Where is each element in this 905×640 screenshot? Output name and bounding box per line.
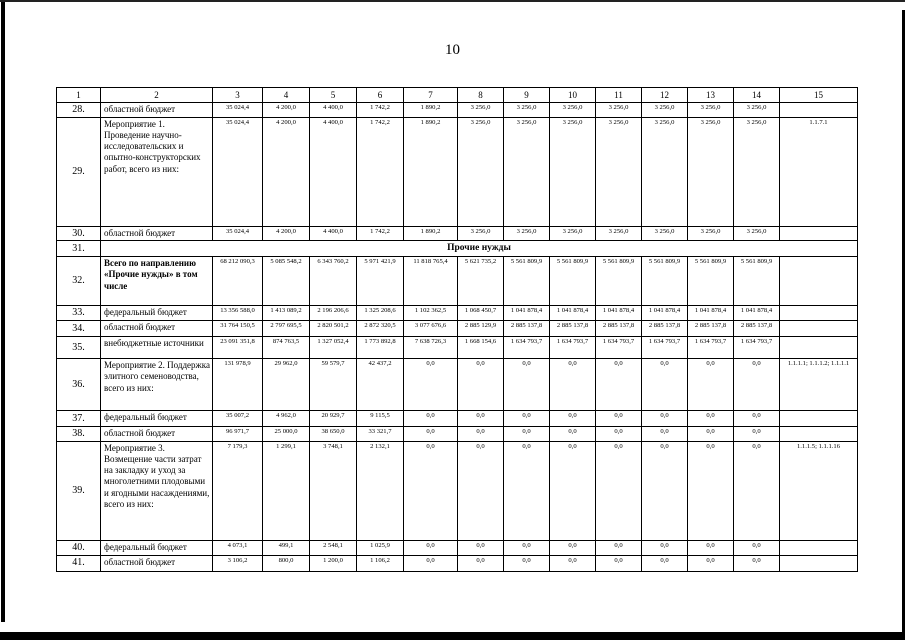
column-header: 9 — [504, 88, 550, 103]
value-cell: 3 256,0 — [642, 117, 688, 226]
value-cell: 0,0 — [404, 427, 458, 442]
value-cell: 2 885 137,8 — [734, 321, 780, 337]
value-cell: 0,0 — [596, 411, 642, 427]
table-row — [57, 306, 858, 321]
value-cell: 3 256,0 — [734, 226, 780, 241]
row-number: 39. — [57, 441, 101, 540]
value-cell: 3 748,1 — [310, 441, 357, 540]
value-cell: 2 885 137,8 — [688, 321, 734, 337]
value-cell: 1 325 208,6 — [357, 306, 404, 321]
value-cell: 3 256,0 — [458, 117, 504, 226]
value-cell: 1 041 878,4 — [642, 306, 688, 321]
value-cell: 0,0 — [688, 359, 734, 411]
value-cell: 3 256,0 — [550, 103, 596, 118]
value-cell: 1 634 793,7 — [504, 337, 550, 359]
value-cell: 0,0 — [504, 555, 550, 571]
table-row — [57, 321, 858, 337]
row-label: федеральный бюджет — [101, 411, 213, 427]
value-cell: 4 400,0 — [310, 117, 357, 226]
value-cell: 3 256,0 — [688, 117, 734, 226]
value-cell: 5 561 809,9 — [596, 257, 642, 306]
value-cell: 1 634 793,7 — [642, 337, 688, 359]
value-cell: 1 106,2 — [357, 555, 404, 571]
value-cell: 2 196 206,6 — [310, 306, 357, 321]
value-cell: 0,0 — [504, 427, 550, 442]
value-cell: 5 561 809,9 — [734, 257, 780, 306]
value-cell: 3 256,0 — [596, 226, 642, 241]
value-cell: 6 343 760,2 — [310, 257, 357, 306]
budget-table — [56, 87, 858, 572]
value-cell: 2 548,1 — [310, 540, 357, 555]
row-number: 36. — [57, 359, 101, 411]
value-cell: 1 634 793,7 — [550, 337, 596, 359]
value-cell: 0,0 — [734, 555, 780, 571]
scan-edge-top — [0, 0, 905, 2]
column-header: 2 — [101, 88, 213, 103]
value-cell: 1 773 892,8 — [357, 337, 404, 359]
value-cell: 4 400,0 — [310, 226, 357, 241]
value-cell: 5 561 809,9 — [550, 257, 596, 306]
row-label: Всего по направлению «Прочие нужды» в том числе — [101, 257, 213, 306]
value-cell: 5 621 735,2 — [458, 257, 504, 306]
value-cell: 5 085 548,2 — [263, 257, 310, 306]
value-cell: 0,0 — [504, 359, 550, 411]
value-cell: 0,0 — [458, 411, 504, 427]
value-cell: 1 413 089,2 — [263, 306, 310, 321]
value-cell: 33 321,7 — [357, 427, 404, 442]
row-number: 29. — [57, 117, 101, 226]
row-number: 31. — [57, 241, 101, 257]
value-cell: 35 007,2 — [213, 411, 263, 427]
value-cell: 3 256,0 — [688, 226, 734, 241]
value-cell: 0,0 — [642, 359, 688, 411]
row-label: областной бюджет — [101, 427, 213, 442]
value-cell: 1 742,2 — [357, 226, 404, 241]
value-cell: 131 978,9 — [213, 359, 263, 411]
indicator-code: 1.1.1.5; 1.1.1.16 — [780, 441, 858, 540]
row-number: 33. — [57, 306, 101, 321]
value-cell: 1 299,1 — [263, 441, 310, 540]
value-cell: 1 634 793,7 — [596, 337, 642, 359]
value-cell: 0,0 — [642, 555, 688, 571]
row-label: федеральный бюджет — [101, 540, 213, 555]
value-cell: 0,0 — [596, 427, 642, 442]
value-cell: 4 073,1 — [213, 540, 263, 555]
indicator-code — [780, 306, 858, 321]
value-cell: 0,0 — [404, 411, 458, 427]
indicator-code — [780, 427, 858, 442]
row-label: Мероприятие 2. Поддержка элитного семеноводства, всего из них: — [101, 359, 213, 411]
column-header: 10 — [550, 88, 596, 103]
value-cell: 4 200,0 — [263, 117, 310, 226]
value-cell: 0,0 — [642, 540, 688, 555]
value-cell: 0,0 — [550, 540, 596, 555]
value-cell: 68 212 090,3 — [213, 257, 263, 306]
table-row — [57, 226, 858, 241]
value-cell: 31 764 150,5 — [213, 321, 263, 337]
value-cell: 0,0 — [458, 441, 504, 540]
column-header: 14 — [734, 88, 780, 103]
column-header: 8 — [458, 88, 504, 103]
row-number: 34. — [57, 321, 101, 337]
table-row — [57, 441, 858, 540]
value-cell: 96 971,7 — [213, 427, 263, 442]
value-cell: 1 890,2 — [404, 103, 458, 118]
value-cell: 0,0 — [504, 411, 550, 427]
value-cell: 0,0 — [642, 411, 688, 427]
column-header: 3 — [213, 88, 263, 103]
table-row — [57, 103, 858, 118]
value-cell: 3 256,0 — [596, 117, 642, 226]
indicator-code — [780, 411, 858, 427]
value-cell: 20 929,7 — [310, 411, 357, 427]
value-cell: 42 437,2 — [357, 359, 404, 411]
row-label: областной бюджет — [101, 555, 213, 571]
value-cell: 0,0 — [642, 427, 688, 442]
table-row — [57, 117, 858, 226]
value-cell: 2 885 137,8 — [642, 321, 688, 337]
row-label: областной бюджет — [101, 226, 213, 241]
value-cell: 3 256,0 — [458, 103, 504, 118]
value-cell: 3 077 676,6 — [404, 321, 458, 337]
value-cell: 23 091 351,8 — [213, 337, 263, 359]
value-cell: 3 256,0 — [596, 103, 642, 118]
value-cell: 4 400,0 — [310, 103, 357, 118]
value-cell: 2 797 695,5 — [263, 321, 310, 337]
value-cell: 7 179,3 — [213, 441, 263, 540]
row-number: 32. — [57, 257, 101, 306]
indicator-code — [780, 103, 858, 118]
row-label: федеральный бюджет — [101, 306, 213, 321]
value-cell: 25 000,0 — [263, 427, 310, 442]
table-row — [57, 555, 858, 571]
value-cell: 38 650,0 — [310, 427, 357, 442]
value-cell: 59 579,7 — [310, 359, 357, 411]
row-label: Мероприятие 3. Возмещение части затрат на закладку и уход за многолетними плодовыми и ягодными насаждениями, всего из них: — [101, 441, 213, 540]
value-cell: 0,0 — [734, 359, 780, 411]
value-cell: 1 025,9 — [357, 540, 404, 555]
value-cell: 0,0 — [504, 441, 550, 540]
section-title: Прочие нужды — [101, 241, 858, 257]
value-cell: 0,0 — [550, 555, 596, 571]
value-cell: 0,0 — [596, 359, 642, 411]
column-header: 6 — [357, 88, 404, 103]
value-cell: 0,0 — [688, 540, 734, 555]
scan-edge-bottom — [0, 632, 905, 640]
value-cell: 0,0 — [550, 411, 596, 427]
value-cell: 0,0 — [404, 540, 458, 555]
table-row — [57, 241, 858, 257]
value-cell: 0,0 — [504, 540, 550, 555]
value-cell: 499,1 — [263, 540, 310, 555]
value-cell: 3 106,2 — [213, 555, 263, 571]
page-number: 10 — [445, 42, 460, 58]
table-row — [57, 359, 858, 411]
value-cell: 2 132,1 — [357, 441, 404, 540]
row-label: Мероприятие 1. Проведение научно-исследовательских и опытно-конструкторских работ, всего из них: — [101, 117, 213, 226]
value-cell: 0,0 — [734, 411, 780, 427]
value-cell: 3 256,0 — [642, 103, 688, 118]
row-number: 37. — [57, 411, 101, 427]
row-label: областной бюджет — [101, 103, 213, 118]
value-cell: 0,0 — [734, 441, 780, 540]
value-cell: 0,0 — [688, 441, 734, 540]
value-cell: 1 327 052,4 — [310, 337, 357, 359]
value-cell: 35 024,4 — [213, 103, 263, 118]
value-cell: 2 885 137,8 — [596, 321, 642, 337]
value-cell: 0,0 — [404, 359, 458, 411]
scan-edge-left — [1, 2, 5, 622]
table-row — [57, 257, 858, 306]
value-cell: 0,0 — [734, 427, 780, 442]
value-cell: 0,0 — [550, 359, 596, 411]
value-cell: 4 200,0 — [263, 226, 310, 241]
value-cell: 5 971 421,9 — [357, 257, 404, 306]
value-cell: 9 115,5 — [357, 411, 404, 427]
value-cell: 3 256,0 — [734, 117, 780, 226]
value-cell: 7 638 726,3 — [404, 337, 458, 359]
value-cell: 3 256,0 — [504, 226, 550, 241]
column-header: 12 — [642, 88, 688, 103]
value-cell: 5 561 809,9 — [504, 257, 550, 306]
value-cell: 800,0 — [263, 555, 310, 571]
value-cell: 0,0 — [688, 555, 734, 571]
value-cell: 2 885 129,9 — [458, 321, 504, 337]
value-cell: 1 634 793,7 — [734, 337, 780, 359]
indicator-code: 1.1.7.1 — [780, 117, 858, 226]
column-header: 4 — [263, 88, 310, 103]
value-cell: 0,0 — [458, 359, 504, 411]
column-header: 1 — [57, 88, 101, 103]
value-cell: 2 820 501,2 — [310, 321, 357, 337]
column-header: 13 — [688, 88, 734, 103]
value-cell: 1 041 878,4 — [504, 306, 550, 321]
indicator-code: 1.1.1.1; 1.1.1.2; 1.1.1.1 — [780, 359, 858, 411]
value-cell: 3 256,0 — [504, 103, 550, 118]
table-row — [57, 540, 858, 555]
row-number: 35. — [57, 337, 101, 359]
value-cell: 0,0 — [550, 441, 596, 540]
value-cell: 0,0 — [642, 441, 688, 540]
value-cell: 874 763,5 — [263, 337, 310, 359]
value-cell: 0,0 — [550, 427, 596, 442]
column-header: 7 — [404, 88, 458, 103]
value-cell: 0,0 — [734, 540, 780, 555]
row-number: 40. — [57, 540, 101, 555]
value-cell: 1 041 878,4 — [688, 306, 734, 321]
table-row — [57, 337, 858, 359]
value-cell: 0,0 — [458, 427, 504, 442]
indicator-code — [780, 540, 858, 555]
value-cell: 3 256,0 — [550, 117, 596, 226]
row-number: 38. — [57, 427, 101, 442]
indicator-code — [780, 257, 858, 306]
value-cell: 1 890,2 — [404, 226, 458, 241]
value-cell: 5 561 809,9 — [688, 257, 734, 306]
value-cell: 0,0 — [458, 555, 504, 571]
value-cell: 1 742,2 — [357, 117, 404, 226]
indicator-code — [780, 321, 858, 337]
value-cell: 1 041 878,4 — [596, 306, 642, 321]
row-label: областной бюджет — [101, 321, 213, 337]
indicator-code — [780, 337, 858, 359]
header-row — [57, 88, 858, 103]
value-cell: 35 024,4 — [213, 226, 263, 241]
value-cell: 0,0 — [596, 555, 642, 571]
row-number: 28. — [57, 103, 101, 118]
value-cell: 3 256,0 — [458, 226, 504, 241]
value-cell: 3 256,0 — [642, 226, 688, 241]
value-cell: 35 024,4 — [213, 117, 263, 226]
indicator-code — [780, 555, 858, 571]
value-cell: 1 041 878,4 — [550, 306, 596, 321]
value-cell: 29 962,0 — [263, 359, 310, 411]
value-cell: 0,0 — [596, 441, 642, 540]
value-cell: 5 561 809,9 — [642, 257, 688, 306]
value-cell: 11 818 765,4 — [404, 257, 458, 306]
value-cell: 13 356 588,0 — [213, 306, 263, 321]
column-header: 5 — [310, 88, 357, 103]
value-cell: 3 256,0 — [504, 117, 550, 226]
column-header: 11 — [596, 88, 642, 103]
value-cell: 1 041 878,4 — [734, 306, 780, 321]
table-row — [57, 411, 858, 427]
value-cell: 4 200,0 — [263, 103, 310, 118]
value-cell: 1 668 154,6 — [458, 337, 504, 359]
value-cell: 0,0 — [596, 540, 642, 555]
value-cell: 1 102 362,5 — [404, 306, 458, 321]
value-cell: 2 872 320,5 — [357, 321, 404, 337]
indicator-code — [780, 226, 858, 241]
value-cell: 4 962,0 — [263, 411, 310, 427]
value-cell: 1 068 450,7 — [458, 306, 504, 321]
value-cell: 2 885 137,8 — [550, 321, 596, 337]
table-row — [57, 427, 858, 442]
row-number: 30. — [57, 226, 101, 241]
value-cell: 1 890,2 — [404, 117, 458, 226]
value-cell: 1 200,0 — [310, 555, 357, 571]
value-cell: 2 885 137,8 — [504, 321, 550, 337]
value-cell: 1 634 793,7 — [688, 337, 734, 359]
value-cell: 0,0 — [688, 411, 734, 427]
column-header: 15 — [780, 88, 858, 103]
value-cell: 0,0 — [404, 441, 458, 540]
value-cell: 3 256,0 — [688, 103, 734, 118]
table-body — [57, 88, 858, 572]
value-cell: 0,0 — [458, 540, 504, 555]
value-cell: 0,0 — [688, 427, 734, 442]
value-cell: 1 742,2 — [357, 103, 404, 118]
row-label: внебюджетные источники — [101, 337, 213, 359]
value-cell: 3 256,0 — [550, 226, 596, 241]
row-number: 41. — [57, 555, 101, 571]
value-cell: 3 256,0 — [734, 103, 780, 118]
value-cell: 0,0 — [404, 555, 458, 571]
